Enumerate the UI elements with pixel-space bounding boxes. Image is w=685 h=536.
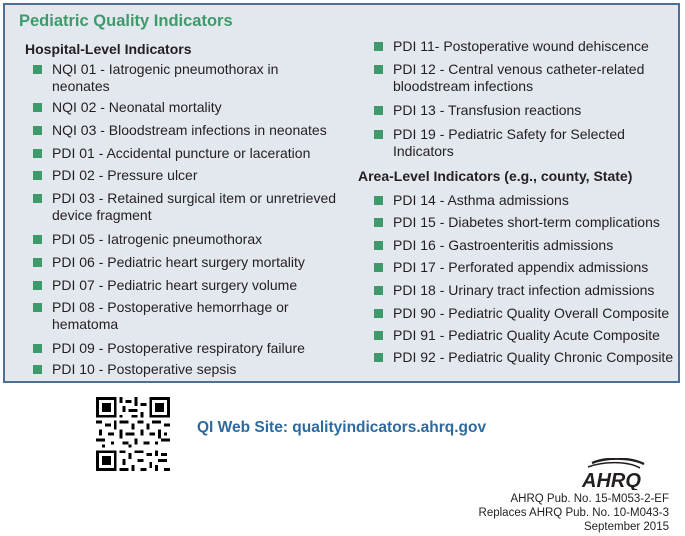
replaces-pub-number: Replaces AHRQ Pub. No. 10-M043-3 (478, 507, 669, 519)
list-item: PDI 06 - Pediatric heart surgery mortality (33, 254, 338, 271)
square-bullet-icon (33, 303, 42, 312)
pub-date: September 2015 (583, 521, 669, 533)
list-item: PDI 91 - Pediatric Quality Acute Composite (374, 327, 674, 344)
list-item: PDI 13 - Transfusion reactions (374, 102, 674, 119)
square-bullet-icon (374, 309, 383, 318)
square-bullet-icon (374, 331, 383, 340)
list-item: NQI 02 - Neonatal mortality (33, 99, 338, 116)
square-bullet-icon (33, 281, 42, 290)
panel-title: Pediatric Quality Indicators (19, 12, 233, 30)
list-item: PDI 90 - Pediatric Quality Overall Composite (374, 305, 674, 322)
square-bullet-icon (33, 149, 42, 158)
square-bullet-icon (33, 194, 42, 203)
square-bullet-icon (33, 65, 42, 74)
square-bullet-icon (374, 196, 383, 205)
list-item: PDI 15 - Diabetes short-term complications (374, 214, 674, 231)
area-level-heading: Area-Level Indicators (e.g., county, State) (358, 168, 633, 184)
list-item: PDI 08 - Postoperative hemorrhage or hematoma (33, 299, 338, 333)
square-bullet-icon (33, 258, 42, 267)
indicators-panel (3, 3, 680, 383)
list-item: PDI 02 - Pressure ulcer (33, 167, 338, 184)
square-bullet-icon (33, 235, 42, 244)
square-bullet-icon (374, 353, 383, 362)
square-bullet-icon (33, 103, 42, 112)
square-bullet-icon (374, 241, 383, 250)
list-item: PDI 92 - Pediatric Quality Chronic Composite (374, 349, 674, 366)
square-bullet-icon (374, 42, 383, 51)
website-link[interactable]: QI Web Site: qualityindicators.ahrq.gov (197, 419, 487, 436)
qr-code-icon[interactable] (96, 397, 170, 471)
square-bullet-icon (33, 344, 42, 353)
square-bullet-icon (374, 65, 383, 74)
hospital-level-heading: Hospital-Level Indicators (25, 41, 192, 57)
list-item: PDI 10 - Postoperative sepsis (33, 361, 338, 378)
list-item: PDI 18 - Urinary tract infection admissions (374, 282, 674, 299)
svg-text:AHRQ: AHRQ (582, 470, 641, 490)
list-item: PDI 09 - Postoperative respiratory failure (33, 340, 338, 357)
square-bullet-icon (33, 365, 42, 374)
list-item: NQI 01 - Iatrogenic pneumothorax in neonates (33, 61, 338, 95)
list-item: PDI 01 - Accidental puncture or laceration (33, 145, 338, 162)
square-bullet-icon (33, 126, 42, 135)
list-item: PDI 16 - Gastroenteritis admissions (374, 237, 674, 254)
square-bullet-icon (374, 130, 383, 139)
square-bullet-icon (33, 171, 42, 180)
square-bullet-icon (374, 218, 383, 227)
list-item: PDI 05 - Iatrogenic pneumothorax (33, 231, 338, 248)
ahrq-logo (578, 458, 668, 490)
pub-number: AHRQ Pub. No. 15-M053-2-EF (510, 493, 669, 505)
list-item: PDI 07 - Pediatric heart surgery volume (33, 277, 338, 294)
publication-info (479, 492, 669, 534)
list-item: NQI 03 - Bloodstream infections in neonates (33, 122, 338, 139)
list-item: PDI 12 - Central venous catheter-related bloodstream infections (374, 61, 674, 95)
list-item: PDI 11- Postoperative wound dehiscence (374, 38, 674, 55)
list-item: PDI 03 - Retained surgical item or unretrieved device fragment (33, 190, 338, 224)
square-bullet-icon (374, 263, 383, 272)
square-bullet-icon (374, 106, 383, 115)
list-item: PDI 17 - Perforated appendix admissions (374, 259, 674, 276)
list-item: PDI 14 - Asthma admissions (374, 192, 674, 209)
list-item: PDI 19 - Pediatric Safety for Selected Indicators (374, 126, 674, 160)
square-bullet-icon (374, 286, 383, 295)
